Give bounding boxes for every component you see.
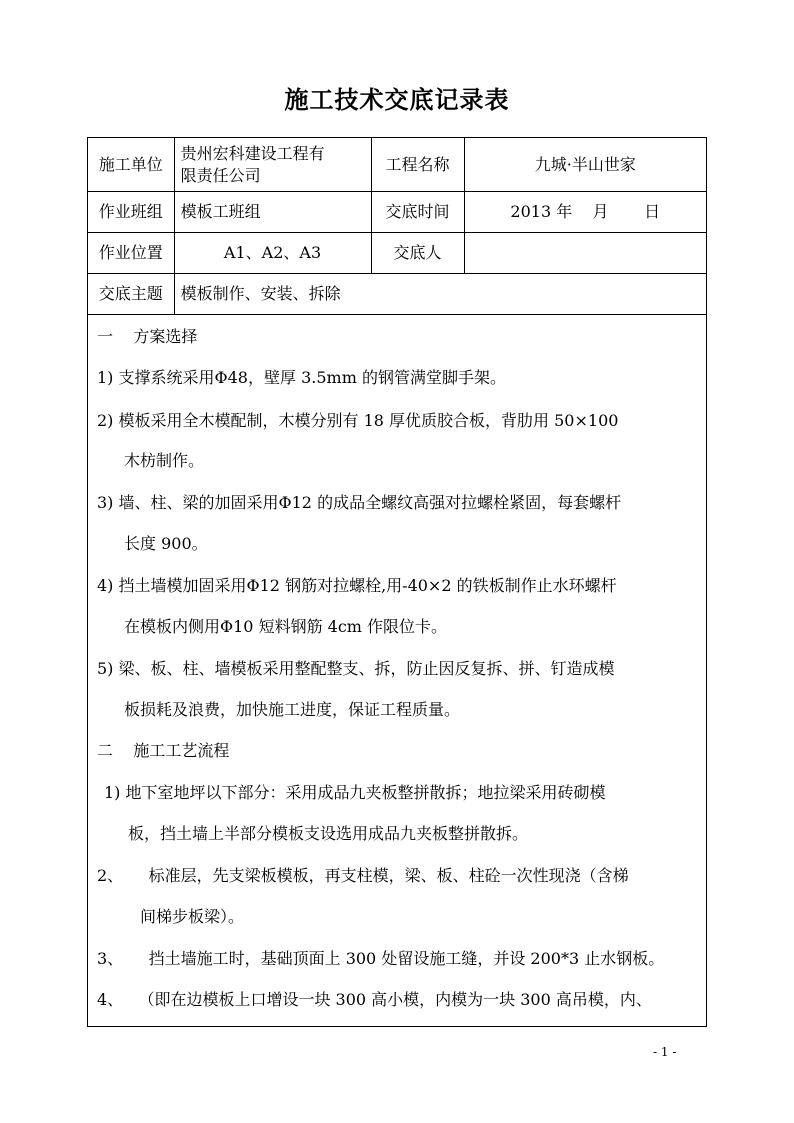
item-2-line2: 木枋制作。	[124, 451, 205, 470]
form-row-topic	[88, 274, 707, 315]
unit-value-line1: 贵州宏科建设工程有	[180, 143, 325, 163]
step-3: 3、 挡土墙施工时，基础顶面上 300 处留设施工缝，并设 200*3 止水钢板。	[97, 949, 665, 968]
item-4-line1: 4) 挡土墙模加固采用Φ12 钢筋对拉螺栓,用-40×2 的铁板制作止水环螺杆	[97, 576, 617, 595]
disclosure-form-table	[87, 137, 707, 1027]
item-4-line2: 在模板内侧用Φ10 短料钢筋 4cm 作限位卡。	[124, 617, 448, 636]
document-title: 施工技术交底记录表	[284, 85, 510, 114]
step-1-line2: 板，挡土墙上半部分模板支设选用成品九夹板整拼散拆。	[128, 824, 529, 843]
content-cell	[88, 315, 707, 1027]
section1-heading: 一 方案选择	[97, 327, 198, 346]
item-5-line2: 板损耗及浪费，加快施工进度，保证工程质量。	[124, 700, 461, 719]
content-body	[88, 315, 706, 1026]
item-3-line2: 长度 900。	[124, 534, 208, 553]
page-number: - 1 -	[653, 1045, 677, 1059]
item-3-line1: 3) 墙、柱、梁的加固采用Φ12 的成品全螺纹高强对拉螺栓紧固，每套螺杆	[97, 493, 622, 512]
form-row-unit	[88, 138, 707, 192]
time-value: 2013 年 月 日	[464, 192, 706, 233]
unit-label: 施工单位	[88, 138, 175, 192]
form-row-position	[88, 233, 707, 274]
step-2-line2: 间梯步板梁）。	[140, 907, 245, 926]
topic-value: 模板制作、安装、拆除	[174, 274, 706, 315]
form-row-team	[88, 192, 707, 233]
project-value: 九城·半山世家	[464, 138, 706, 192]
step-4: 4、 （即在边模板上口增设一块 300 高小模，内模为一块 300 高吊模，内、	[97, 990, 652, 1009]
step-1-line1: 1) 地下室地坪以下部分：采用成品九夹板整拼散拆；地拉梁采用砖砌模	[104, 783, 606, 802]
unit-value-line2: 限责任公司	[180, 165, 261, 185]
section2-heading: 二 施工工艺流程	[97, 741, 230, 760]
unit-value	[174, 138, 371, 192]
item-5-line1: 5) 梁、板、柱、墙模板采用整配整支、拆，防止因反复拆、拼、钉造成模	[97, 659, 615, 678]
team-label: 作业班组	[88, 192, 175, 233]
team-value: 模板工班组	[174, 192, 371, 233]
person-label: 交底人	[371, 233, 464, 274]
project-label: 工程名称	[371, 138, 464, 192]
item-2-line1: 2) 模板采用全木模配制，木模分别有 18 厚优质胶合板，背肋用 50×100	[97, 411, 619, 430]
topic-label: 交底主题	[88, 274, 175, 315]
position-label: 作业位置	[88, 233, 175, 274]
position-value: A1、A2、A3	[174, 233, 371, 274]
step-2-line1: 2、 标准层，先支梁板模板，再支柱模，梁、板、柱砼一次性现浇（含梯	[97, 866, 629, 885]
form-row-content	[88, 315, 707, 1027]
person-value	[464, 233, 706, 274]
time-label: 交底时间	[371, 192, 464, 233]
item-1: 1) 支撑系统采用Φ48，壁厚 3.5mm 的钢管满堂脚手架。	[97, 368, 506, 387]
